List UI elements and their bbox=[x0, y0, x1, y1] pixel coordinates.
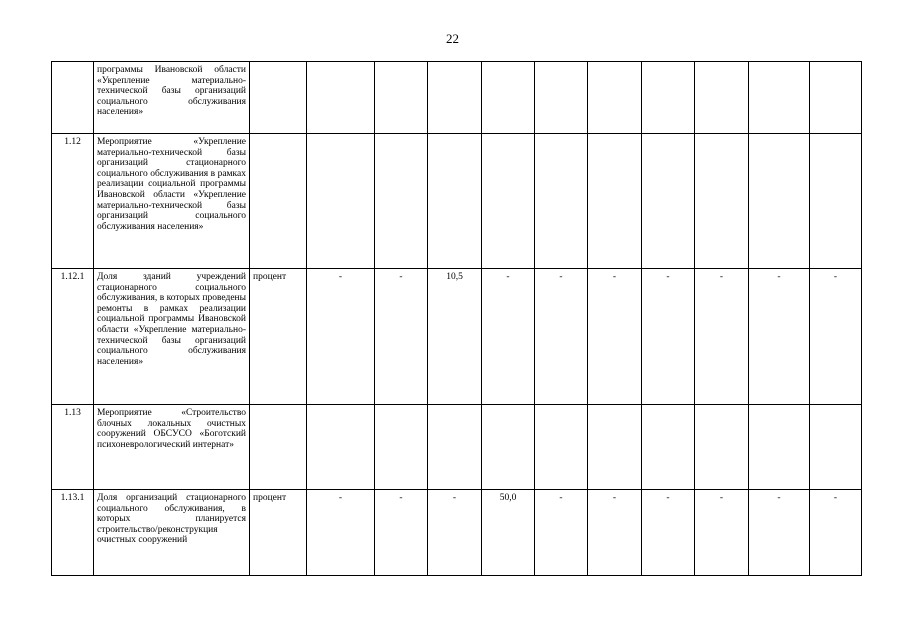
value-cell: - bbox=[588, 269, 642, 405]
value-cell: - bbox=[535, 490, 588, 576]
value-cell bbox=[535, 405, 588, 490]
row-unit: процент bbox=[250, 490, 307, 576]
value-cell bbox=[695, 62, 749, 134]
value-cell bbox=[588, 62, 642, 134]
value-cell bbox=[749, 134, 810, 269]
row-description: Доля зданий учреждений стационарного социального обслуживания, в которых проведены ремонты в рамках реализации социальной программы Ивановской области «Укрепление материально-технической базы организаций социального обслуживания населения» bbox=[94, 269, 250, 405]
value-cell: - bbox=[642, 490, 695, 576]
row-description: программы Ивановской области «Укрепление материально-технической базы организаций социального обслуживания населения» bbox=[94, 62, 250, 134]
value-cell: - bbox=[535, 269, 588, 405]
value-cell bbox=[428, 62, 482, 134]
value-cell bbox=[810, 405, 862, 490]
value-cell bbox=[375, 62, 428, 134]
value-cell: - bbox=[428, 490, 482, 576]
value-cell bbox=[535, 134, 588, 269]
value-cell bbox=[749, 62, 810, 134]
value-cell: - bbox=[642, 269, 695, 405]
value-cell: - bbox=[749, 490, 810, 576]
table-body bbox=[52, 62, 862, 576]
row-description: Мероприятие «Укрепление материально-технической базы организаций стационарного социального обслуживания в рамках реализации социальной программы Ивановской области «Укрепление материально-технической базы организаций социального обслуживания населения» bbox=[94, 134, 250, 269]
row-unit: процент bbox=[250, 269, 307, 405]
value-cell bbox=[695, 405, 749, 490]
table-row bbox=[52, 134, 862, 269]
value-cell: - bbox=[810, 269, 862, 405]
value-cell bbox=[588, 405, 642, 490]
value-cell bbox=[749, 405, 810, 490]
row-number: 1.12 bbox=[52, 134, 94, 269]
value-cell bbox=[482, 62, 535, 134]
row-unit bbox=[250, 405, 307, 490]
table-row bbox=[52, 269, 862, 405]
row-number: 1.13.1 bbox=[52, 490, 94, 576]
row-number: 1.13 bbox=[52, 405, 94, 490]
row-number bbox=[52, 62, 94, 134]
value-cell: - bbox=[749, 269, 810, 405]
value-cell bbox=[642, 134, 695, 269]
value-cell bbox=[588, 134, 642, 269]
value-cell bbox=[428, 405, 482, 490]
value-cell bbox=[535, 62, 588, 134]
table-row bbox=[52, 405, 862, 490]
value-cell bbox=[428, 134, 482, 269]
value-cell: - bbox=[695, 490, 749, 576]
row-number: 1.12.1 bbox=[52, 269, 94, 405]
value-cell bbox=[810, 134, 862, 269]
value-cell bbox=[810, 62, 862, 134]
value-cell: - bbox=[375, 269, 428, 405]
page-number: 22 bbox=[446, 31, 459, 46]
value-cell: - bbox=[307, 269, 375, 405]
value-cell: - bbox=[375, 490, 428, 576]
value-cell bbox=[375, 134, 428, 269]
value-cell: - bbox=[695, 269, 749, 405]
row-description: Мероприятие «Строительство блочных локальных очистных сооружений ОБСУСО «Боготский психоневрологический интернат» bbox=[94, 405, 250, 490]
value-cell bbox=[375, 405, 428, 490]
value-cell bbox=[695, 134, 749, 269]
value-cell: - bbox=[810, 490, 862, 576]
row-unit bbox=[250, 62, 307, 134]
value-cell: - bbox=[307, 490, 375, 576]
value-cell bbox=[307, 62, 375, 134]
value-cell bbox=[642, 405, 695, 490]
value-cell bbox=[482, 134, 535, 269]
value-cell: 50,0 bbox=[482, 490, 535, 576]
value-cell bbox=[642, 62, 695, 134]
table-row bbox=[52, 490, 862, 576]
value-cell: 10,5 bbox=[428, 269, 482, 405]
value-cell bbox=[307, 134, 375, 269]
table-row bbox=[52, 62, 862, 134]
indicator-table bbox=[51, 61, 862, 576]
value-cell: - bbox=[482, 269, 535, 405]
value-cell bbox=[307, 405, 375, 490]
row-description: Доля организаций стационарного социального обслуживания, в которых планируется строительство/реконструкция очистных сооружений bbox=[94, 490, 250, 576]
value-cell bbox=[482, 405, 535, 490]
row-unit bbox=[250, 134, 307, 269]
value-cell: - bbox=[588, 490, 642, 576]
